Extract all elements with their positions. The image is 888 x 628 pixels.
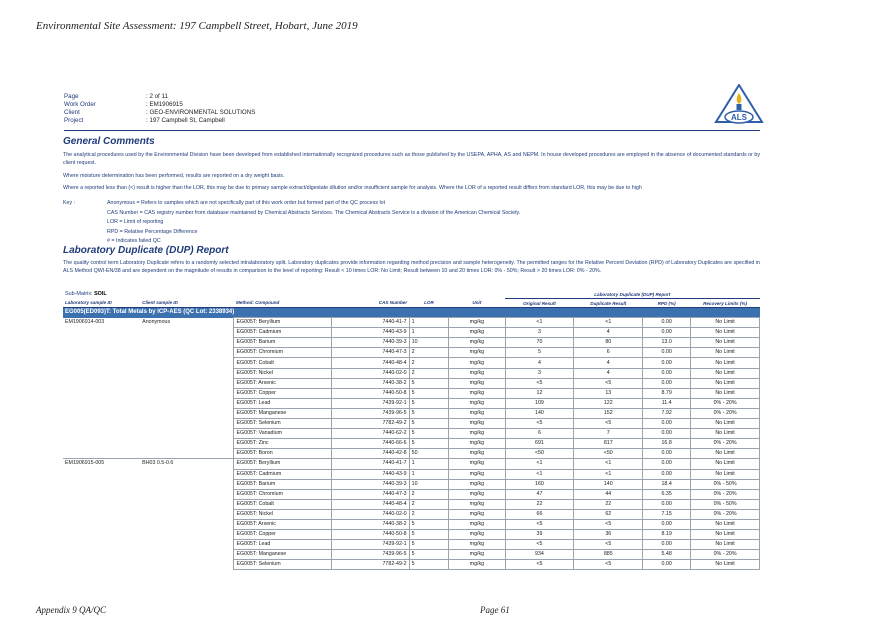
unit-cell: mg/kg [449,348,505,358]
submatrix-value: SOIL [94,291,107,298]
duplicate-result-cell: 152 [574,408,643,418]
section-title: EG005(ED093)T: Total Metals by ICP-AES (QC Lot: 2338934) [63,308,760,318]
column-header: Original Result [505,299,574,308]
recovery-limits-cell: No Limit [691,348,760,358]
rpd-cell: 0.00 [643,499,691,509]
duplicate-result-cell: <50 [574,449,643,459]
recovery-limits-cell: 0% - 20% [691,509,760,519]
group-header: Laboratory Duplicate (DUP) Report [505,290,759,299]
duplicate-results-table [63,290,760,570]
recovery-limits-cell: No Limit [691,540,760,550]
unit-cell: mg/kg [449,398,505,408]
duplicate-result-cell: 22 [574,499,643,509]
compound-cell: EG005T: Chromium [234,348,332,358]
logo-text: ALS [731,113,747,122]
original-result-cell: 4 [505,358,574,368]
recovery-limits-cell: 0% - 20% [691,398,760,408]
column-header: Recovery Limits (%) [691,299,760,308]
rpd-cell: 5.48 [643,550,691,560]
key-line: # = Indicates failed QC [107,238,161,244]
compound-cell: EG005T: Lead [234,540,332,550]
client-sample-id: Anonymous [142,318,171,325]
original-result-cell: <5 [505,519,574,529]
unit-cell: mg/kg [449,358,505,368]
column-header: Duplicate Result [574,299,643,308]
original-result-cell: 109 [505,398,574,408]
cas-number-cell: 7440-39-3 [332,479,409,489]
duplicate-result-cell: 6 [574,348,643,358]
rpd-cell: 0.00 [643,449,691,459]
recovery-limits-cell: No Limit [691,469,760,479]
lor-cell: 5 [409,540,449,550]
cas-number-cell: 7440-43-9 [332,328,409,338]
lor-cell: 1 [409,318,449,328]
rpd-cell: 0.00 [643,358,691,368]
duplicate-result-cell: 80 [574,338,643,348]
unit-cell: mg/kg [449,408,505,418]
original-result-cell: 70 [505,338,574,348]
recovery-limits-cell: No Limit [691,560,760,570]
rpd-cell: 0.00 [643,318,691,328]
recovery-limits-cell: No Limit [691,338,760,348]
footer-appendix: Appendix 9 QA/QC [36,605,106,615]
rpd-cell: 0.00 [643,429,691,439]
key-line: CAS Number = CAS registry number from database maintained by Chemical Abstracts Services. The Chemical Abstracts Service is a division of the American Chemical Society. [107,209,521,216]
unit-cell: mg/kg [449,560,505,570]
recovery-limits-cell: No Limit [691,388,760,398]
lor-cell: 2 [409,348,449,358]
lab-sample-id: EM1906914-003 [65,318,105,325]
original-result-cell: <5 [505,419,574,429]
original-result-cell: 3 [505,328,574,338]
footer-page-number: Page 61 [480,605,510,615]
cas-number-cell: 7440-50-8 [332,388,409,398]
recovery-limits-cell: No Limit [691,368,760,378]
compound-cell: EG005T: Manganese [234,550,332,560]
client-sample-id: BH03 0.5-0.6 [140,459,234,570]
cas-number-cell: 7440-43-9 [332,469,409,479]
compound-cell: EG005T: Cadmium [234,328,332,338]
unit-cell: mg/kg [449,318,505,328]
rpd-cell: 0.00 [643,419,691,429]
meta-key: Work Order [64,101,96,108]
recovery-limits-cell: 0% - 50% [691,479,760,489]
original-result-cell: <1 [505,459,574,469]
rpd-cell: 7.15 [643,509,691,519]
cas-number-cell: 7440-38-2 [332,519,409,529]
compound-cell: EG005T: Barium [234,338,332,348]
duplicate-result-cell: 817 [574,439,643,449]
rpd-cell: 16.8 [643,439,691,449]
lor-cell: 5 [409,439,449,449]
lor-cell: 2 [409,509,449,519]
duplicate-result-cell: <5 [574,378,643,388]
recovery-limits-cell: No Limit [691,358,760,368]
meta-key: Client [64,109,80,116]
cas-number-cell: 7440-47-3 [332,489,409,499]
unit-cell: mg/kg [449,429,505,439]
cas-number-cell: 7440-50-8 [332,530,409,540]
rpd-cell: 8.19 [643,530,691,540]
compound-cell: EG005T: Cobalt [234,499,332,509]
compound-cell: EG005T: Copper [234,530,332,540]
rpd-cell: 8.79 [643,388,691,398]
duplicate-result-cell: <5 [574,419,643,429]
key-line: RPD = Relative Percentage Difference [107,228,198,235]
duplicate-result-cell: <1 [574,318,643,328]
rpd-cell: 13.0 [643,338,691,348]
unit-cell: mg/kg [449,540,505,550]
lor-cell: 50 [409,449,449,459]
meta-value: : 2 of 11 [146,93,168,100]
cas-number-cell: 7440-38-2 [332,378,409,388]
column-header: LOR [409,299,449,308]
lor-cell: 5 [409,388,449,398]
table-row [63,318,760,328]
duplicate-result-cell: 122 [574,398,643,408]
original-result-cell: 5 [505,348,574,358]
original-result-cell: 934 [505,550,574,560]
column-header: CAS Number [332,299,409,308]
lor-cell: 10 [409,479,449,489]
rpd-cell: 0.00 [643,378,691,388]
duplicate-result-cell: 36 [574,530,643,540]
duplicate-result-cell: 4 [574,358,643,368]
compound-cell: EG005T: Arsenic [234,378,332,388]
cas-number-cell: 7440-66-6 [332,439,409,449]
cas-number-cell: 7440-62-2 [332,429,409,439]
lor-cell: 2 [409,499,449,509]
original-result-cell: <5 [505,560,574,570]
recovery-limits-cell: 0% - 20% [691,489,760,499]
compound-cell: EG005T: Boron [234,449,332,459]
lor-cell: 1 [409,459,449,469]
original-result-cell: 6 [505,429,574,439]
recovery-limits-cell: No Limit [691,378,760,388]
compound-cell: EG005T: Zinc [234,439,332,449]
unit-cell: mg/kg [449,469,505,479]
duplicate-result-cell: 13 [574,388,643,398]
original-result-cell: 140 [505,408,574,418]
compound-cell: EG005T: Beryllium [234,318,332,328]
duplicate-result-cell: 140 [574,479,643,489]
unit-cell: mg/kg [449,459,505,469]
report-meta [64,93,255,125]
rpd-cell: 0.00 [643,469,691,479]
lor-cell: 1 [409,469,449,479]
meta-value: : GEO-ENVIRONMENTAL SOLUTIONS [146,109,256,116]
rpd-cell: 0.00 [643,519,691,529]
column-headers [63,299,760,308]
column-header: Method: Compound [234,299,332,308]
comment-paragraph: The analytical procedures used by the Environmental Division have been developed from established internationally recognized procedures such as those published by the USEPA, APHA, AS and NEPM. In house developed procedures are employed in the absence of documented standards or by client request. [63,152,760,166]
rpd-cell: 0.00 [643,328,691,338]
compound-cell: EG005T: Arsenic [234,519,332,529]
lor-cell: 1 [409,328,449,338]
unit-cell: mg/kg [449,419,505,429]
header-rule [64,130,760,131]
unit-cell: mg/kg [449,449,505,459]
recovery-limits-cell: No Limit [691,419,760,429]
compound-cell: EG005T: Lead [234,398,332,408]
lor-cell: 2 [409,368,449,378]
duplicate-result-cell: <5 [574,519,643,529]
general-comments-title: General Comments [63,136,155,147]
cas-number-cell: 7440-39-3 [332,338,409,348]
unit-cell: mg/kg [449,489,505,499]
compound-cell: EG005T: Cadmium [234,469,332,479]
als-logo [714,84,764,128]
lab-sample-id: EM1906915-005 [63,459,140,570]
original-result-cell: 691 [505,439,574,449]
cas-number-cell: 7782-49-2 [332,560,409,570]
compound-cell: EG005T: Nickel [234,509,332,519]
section-row [63,308,760,318]
cas-number-cell: 7440-42-8 [332,449,409,459]
unit-cell: mg/kg [449,509,505,519]
lor-cell: 5 [409,530,449,540]
cas-number-cell: 7440-41-7 [332,318,409,328]
cas-number-cell: 7440-41-7 [332,459,409,469]
duplicate-result-cell: 4 [574,368,643,378]
recovery-limits-cell: No Limit [691,449,760,459]
rpd-cell: 11.4 [643,398,691,408]
rpd-cell: 6.35 [643,489,691,499]
recovery-limits-cell: No Limit [691,459,760,469]
compound-cell: EG005T: Cobalt [234,358,332,368]
unit-cell: mg/kg [449,388,505,398]
duplicate-result-cell: 62 [574,509,643,519]
compound-cell: EG005T: Selenium [234,560,332,570]
rpd-cell: 0.00 [643,560,691,570]
unit-cell: mg/kg [449,439,505,449]
cas-number-cell: 7440-48-4 [332,358,409,368]
compound-cell: EG005T: Chromium [234,489,332,499]
duplicate-result-cell: 7 [574,429,643,439]
cas-number-cell: 7439-92-1 [332,398,409,408]
original-result-cell: 66 [505,509,574,519]
lor-cell: 5 [409,408,449,418]
duplicate-result-cell: <5 [574,560,643,570]
original-result-cell: <5 [505,540,574,550]
duplicate-result-cell: <1 [574,469,643,479]
compound-cell: EG005T: Nickel [234,368,332,378]
original-result-cell: 3 [505,368,574,378]
compound-cell: EG005T: Beryllium [234,459,332,469]
unit-cell: mg/kg [449,378,505,388]
dup-report-title: Laboratory Duplicate (DUP) Report [63,245,229,256]
rpd-cell: 0.00 [643,540,691,550]
duplicate-result-cell: <1 [574,459,643,469]
cas-number-cell: 7782-49-2 [332,419,409,429]
duplicate-result-cell: <5 [574,540,643,550]
duplicate-result-cell: 44 [574,489,643,499]
rpd-cell: 7.92 [643,408,691,418]
meta-row [64,109,255,117]
original-result-cell: 12 [505,388,574,398]
rpd-cell: 0.00 [643,459,691,469]
unit-cell: mg/kg [449,328,505,338]
column-header: Unit [449,299,505,308]
original-result-cell: 47 [505,489,574,499]
cas-number-cell: 7439-96-5 [332,408,409,418]
original-result-cell: 160 [505,479,574,489]
lor-cell: 10 [409,338,449,348]
lor-cell: 5 [409,429,449,439]
column-header: Laboratory sample ID [63,299,140,308]
original-result-cell: <5 [505,378,574,388]
meta-value: : EM1906915 [146,101,183,108]
compound-cell: EG005T: Selenium [234,419,332,429]
lor-cell: 5 [409,560,449,570]
cas-number-cell: 7440-47-3 [332,348,409,358]
comment-paragraph: Where a reported less than (<) result is higher than the LOR, this may be due to primary sample extract/digestate dilution and/or insufficient sample for analysis. Where the LOR of a reported result differs from standard LOR, this may be due to high [63,185,642,191]
lor-cell: 2 [409,358,449,368]
cas-number-cell: 7440-02-0 [332,368,409,378]
recovery-limits-cell: 0% - 50% [691,499,760,509]
comment-paragraph: Where moisture determination has been performed, results are reported on a dry weight basis. [63,173,285,179]
original-result-cell: <50 [505,449,574,459]
lor-cell: 5 [409,550,449,560]
cas-number-cell: 7439-96-5 [332,550,409,560]
unit-cell: mg/kg [449,519,505,529]
column-header: RPD (%) [643,299,691,308]
key-line: LOR = Limit of reporting [107,219,164,225]
original-result-cell: 22 [505,499,574,509]
unit-cell: mg/kg [449,550,505,560]
rpd-cell: 0.00 [643,348,691,358]
rpd-cell: 18.4 [643,479,691,489]
key-lines [107,199,520,247]
cas-number-cell: 7440-48-4 [332,499,409,509]
meta-key: Page [64,93,79,100]
recovery-limits-cell: No Limit [691,318,760,328]
recovery-limits-cell: 0% - 20% [691,439,760,449]
unit-cell: mg/kg [449,338,505,348]
meta-key: Project [64,117,84,124]
lor-cell: 5 [409,398,449,408]
recovery-limits-cell: No Limit [691,530,760,540]
original-result-cell: <1 [505,469,574,479]
lor-cell: 5 [409,519,449,529]
column-header: Client sample ID [140,299,234,308]
recovery-limits-cell: No Limit [691,429,760,439]
unit-cell: mg/kg [449,368,505,378]
original-result-cell: <1 [505,318,574,328]
compound-cell: EG005T: Manganese [234,408,332,418]
recovery-limits-cell: No Limit [691,519,760,529]
meta-row [64,101,255,109]
meta-row [64,93,255,101]
dup-description: The quality control term Laboratory Duplicate refers to a randomly selected intralaboratory split. Laboratory duplicates provide information regarding method precision and sample heterogeneity. The permitted ranges for the Relative Percent Deviation (RPD) of Laboratory Duplicates are specified in ALS Method QWI-EN/38 and are dependent on the magnitude of results in comparison to the level of reporting: Result < 10 times LOR: No Limit; Result between 10 and 20 times LOR: 0% - 50%; Result > 20 times LOR: 0% - 20%. [63,260,760,274]
unit-cell: mg/kg [449,530,505,540]
cas-number-cell: 7440-02-0 [332,509,409,519]
meta-value: : 197 Campbell St, Campbell [146,117,225,124]
key-line: Anonymous = Refers to samples which are not specifically part of this work order but formed part of the QC process lot [107,200,386,206]
duplicate-result-cell: 885 [574,550,643,560]
document-title: Environmental Site Assessment: 197 Campbell Street, Hobart, June 2019 [36,20,358,32]
rpd-cell: 0.00 [643,368,691,378]
compound-cell: EG005T: Copper [234,388,332,398]
recovery-limits-cell: 0% - 20% [691,408,760,418]
compound-cell: EG005T: Vanadium [234,429,332,439]
lor-cell: 2 [409,489,449,499]
recovery-limits-cell: No Limit [691,328,760,338]
unit-cell: mg/kg [449,479,505,489]
lor-cell: 5 [409,419,449,429]
key-legend [63,199,520,247]
cas-number-cell: 7439-92-1 [332,540,409,550]
recovery-limits-cell: 0% - 20% [691,550,760,560]
meta-row [64,117,255,125]
unit-cell: mg/kg [449,499,505,509]
key-label: Key : [63,200,76,206]
original-result-cell: 39 [505,530,574,540]
submatrix-label: Sub-Matrix: [65,291,93,298]
lor-cell: 5 [409,378,449,388]
table-row [63,459,760,469]
compound-cell: EG005T: Barium [234,479,332,489]
duplicate-result-cell: 4 [574,328,643,338]
